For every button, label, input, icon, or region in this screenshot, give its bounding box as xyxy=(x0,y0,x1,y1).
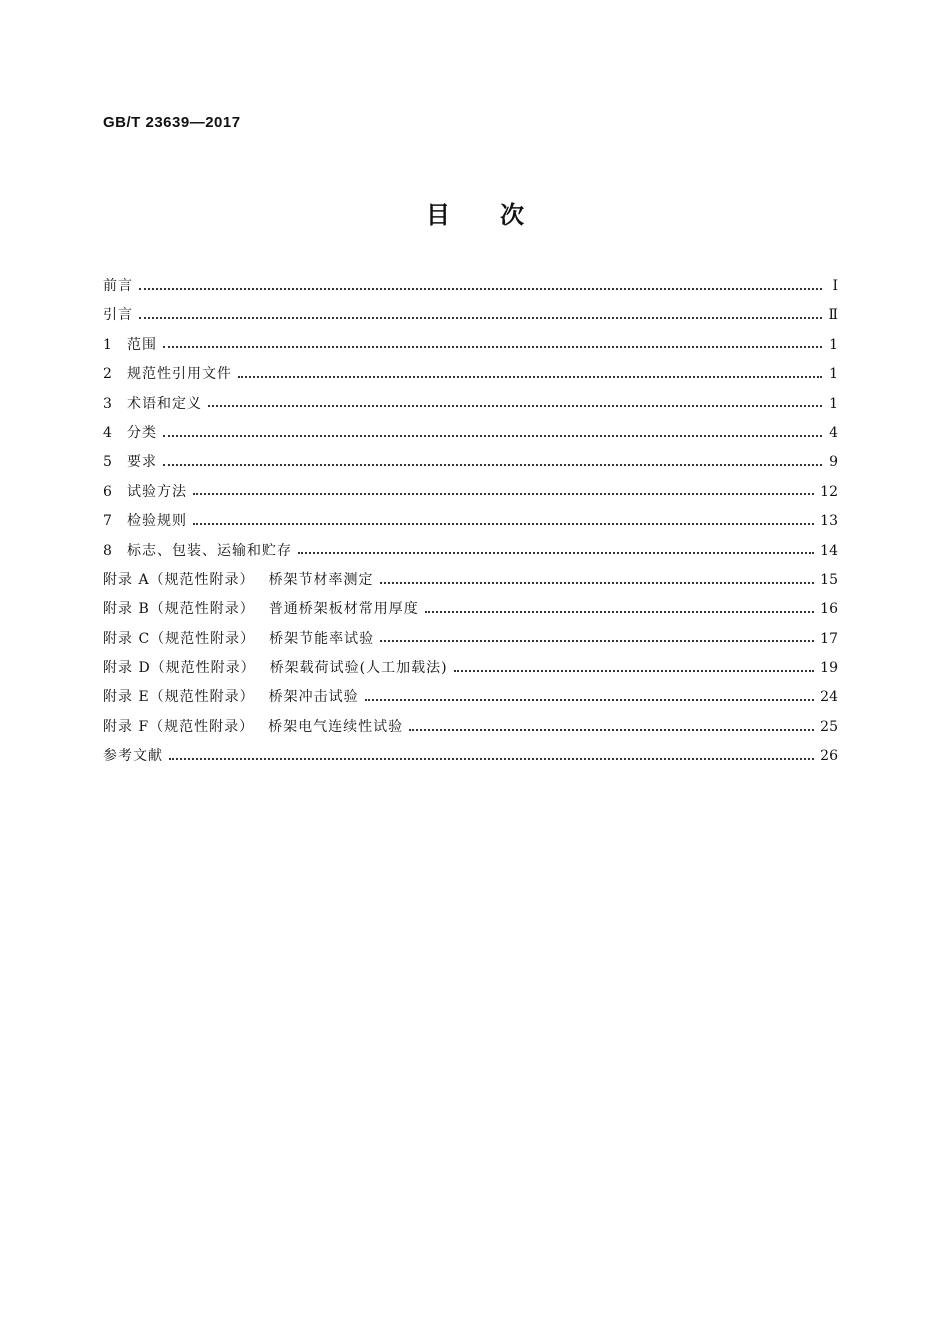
toc-leader-dots xyxy=(365,699,815,701)
toc-entry-label: 规范性引用文件 xyxy=(127,366,232,383)
toc-entry-page: 19 xyxy=(820,660,838,677)
toc-entry-scope[interactable] xyxy=(103,331,838,360)
toc-entry-test-methods[interactable] xyxy=(103,478,838,507)
toc-title: 目次 xyxy=(426,201,574,229)
toc-entry-introduction[interactable] xyxy=(103,301,838,330)
toc-leader-dots xyxy=(298,552,814,554)
toc-leader-dots xyxy=(169,758,814,760)
toc-entry-label: 检验规则 xyxy=(127,513,187,530)
toc-entry-page: Ⅰ xyxy=(832,278,838,294)
toc-entry-terms[interactable] xyxy=(103,390,838,419)
toc-entry-page: 9 xyxy=(829,454,838,471)
toc-entry-page: 24 xyxy=(820,689,838,706)
toc-entry-label: 前言 xyxy=(103,278,133,294)
toc-entry-number: 4 xyxy=(103,424,112,441)
toc-leader-dots xyxy=(193,493,814,495)
toc-entry-bibliography[interactable] xyxy=(103,742,838,771)
toc-entry-annex-f[interactable] xyxy=(103,713,838,742)
toc-entry-label: 标志、包装、运输和贮存 xyxy=(127,542,292,559)
toc-entry-number: 2 xyxy=(103,366,112,383)
toc-entry-foreword[interactable] xyxy=(103,272,838,301)
toc-entry-label: 术语和定义 xyxy=(127,395,202,412)
toc-entry-heading: 桥架电气连续性试验 xyxy=(268,718,404,735)
toc-entry-number: 1 xyxy=(103,336,112,353)
toc-entry-label: 要求 xyxy=(127,454,157,471)
toc-entry-page: 25 xyxy=(820,718,838,735)
toc-leader-dots xyxy=(193,523,814,525)
toc-entry-page: 1 xyxy=(829,366,838,383)
toc-leader-dots xyxy=(139,288,822,290)
toc-entry-normative-references[interactable] xyxy=(103,360,838,389)
toc-entry-label: 范围 xyxy=(127,336,157,353)
toc-entry-label: 试验方法 xyxy=(127,483,187,500)
toc-entry-number: 3 xyxy=(103,395,112,412)
toc-entry-page: 1 xyxy=(829,395,838,412)
toc-entry-inspection-rules[interactable] xyxy=(103,507,838,536)
toc-entry-annex-a[interactable] xyxy=(103,566,838,595)
toc-entry-page: 1 xyxy=(829,336,838,353)
toc-entry-annex-c[interactable] xyxy=(103,625,838,654)
toc-entry-label: 参考文献 xyxy=(103,748,163,765)
toc-entry-label: 附录 A（规范性附录） xyxy=(103,571,255,588)
toc-leader-dots xyxy=(380,640,814,642)
toc-entry-label: 附录 C（规范性附录） xyxy=(103,630,256,647)
toc-entry-page: 14 xyxy=(820,542,838,559)
toc-entry-page: Ⅱ xyxy=(828,307,838,324)
toc-leader-dots xyxy=(409,729,814,731)
toc-entry-marking-packaging[interactable] xyxy=(103,537,838,566)
toc-entry-annex-d[interactable] xyxy=(103,654,838,683)
toc-entry-label: 附录 B（规范性附录） xyxy=(103,601,255,618)
toc-entry-label: 附录 E（规范性附录） xyxy=(103,689,255,706)
toc-entry-page: 15 xyxy=(820,571,838,588)
toc-leader-dots xyxy=(238,376,822,378)
toc-leader-dots xyxy=(139,317,822,319)
toc-entry-annex-e[interactable] xyxy=(103,683,838,712)
toc-leader-dots xyxy=(380,582,815,584)
toc-entry-requirements[interactable] xyxy=(103,448,838,477)
toc-entry-page: 4 xyxy=(829,424,838,441)
toc-entry-page: 16 xyxy=(820,601,838,618)
toc-leader-dots xyxy=(163,346,822,348)
toc-entry-number: 6 xyxy=(103,483,112,500)
toc-entry-heading: 桥架载荷试验(人工加载法) xyxy=(269,660,448,677)
toc-leader-dots xyxy=(163,464,822,466)
toc-entry-heading: 普通桥架板材常用厚度 xyxy=(268,601,419,618)
toc-entry-annex-b[interactable] xyxy=(103,595,838,624)
toc-entry-label: 分类 xyxy=(127,424,157,441)
toc-leader-dots xyxy=(208,405,822,407)
toc-entry-heading: 桥架冲击试验 xyxy=(268,689,359,706)
toc-entry-number: 7 xyxy=(103,513,112,530)
toc-entry-page: 12 xyxy=(820,483,838,500)
table-of-contents xyxy=(103,272,838,772)
toc-entry-page: 26 xyxy=(820,748,838,765)
toc-entry-label: 附录 F（规范性附录） xyxy=(103,718,255,735)
toc-leader-dots xyxy=(425,611,814,613)
toc-entry-heading: 桥架节能率试验 xyxy=(269,630,375,647)
toc-entry-classification[interactable] xyxy=(103,419,838,448)
toc-entry-page: 13 xyxy=(820,513,838,530)
toc-entry-number: 8 xyxy=(103,542,112,559)
toc-entry-heading: 桥架节材率测定 xyxy=(268,571,374,588)
toc-entry-label: 引言 xyxy=(103,307,133,324)
toc-entry-number: 5 xyxy=(103,454,112,471)
toc-entry-label: 附录 D（规范性附录） xyxy=(103,660,256,677)
toc-entry-page: 17 xyxy=(820,630,838,647)
toc-leader-dots xyxy=(163,435,822,437)
toc-leader-dots xyxy=(454,670,815,672)
standard-number: GB/T 23639—2017 xyxy=(103,114,241,131)
